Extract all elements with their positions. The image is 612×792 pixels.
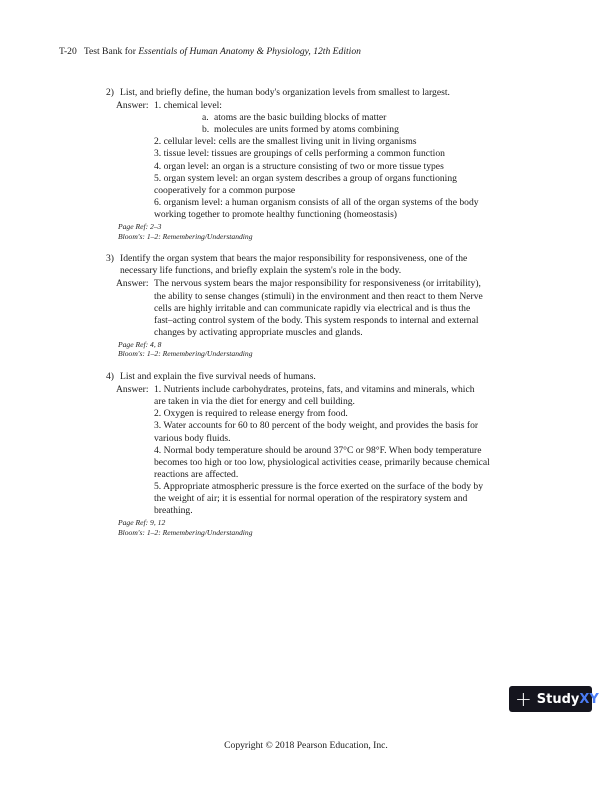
answer-line: changes by activating appropriate muscles and glands. <box>154 326 363 338</box>
answer-label: Answer: <box>116 100 149 112</box>
page-ref: Page Ref: 9, 12 <box>118 518 166 528</box>
answer-line: 5. Appropriate atmospheric pressure is the force exerted on the surface of the body by <box>154 480 484 492</box>
copyright-footer: Copyright © 2018 Pearson Education, Inc. <box>224 740 388 751</box>
answer-line: the weight of air; it is essential for normal operation of the respiratory system and <box>154 493 468 504</box>
answer-line: 1. chemical level: <box>154 100 222 112</box>
page-ref: Page Ref: 4, 8 <box>118 339 162 349</box>
answer-block <box>106 100 546 221</box>
answer-line: becomes too high or too low, physiological activities cease, primarily because chemical <box>154 456 490 468</box>
answer-label: Answer: <box>116 384 149 396</box>
page-ref: Page Ref: 2–3 <box>118 222 162 232</box>
answer-line: 1. Nutrients include carbohydrates, proteins, fats, and vitamins and minerals, which <box>154 384 475 396</box>
question-text: 2) List, and briefly define, the human body's organization levels from smallest to largest. <box>106 87 450 98</box>
blooms-level: Bloom's: 1–2: Remembering/Understanding <box>118 349 253 359</box>
question-2 <box>106 87 546 241</box>
question-number: 2) <box>106 87 114 98</box>
book-title: Essentials of Human Anatomy & Physiology, 12th Edition <box>138 46 361 57</box>
answer-line: 2. cellular level: cells are the smallest living unit in living organisms <box>154 136 417 148</box>
answer-line: various body fluids. <box>154 432 231 444</box>
answer-line: working together to promote healthy functioning (homeostasis) <box>154 208 397 220</box>
header-prefix: Test Bank for <box>83 46 136 57</box>
question-list <box>106 87 546 549</box>
answer-line: 2. Oxygen is required to release energy from food. <box>154 408 348 420</box>
answer-block <box>106 384 546 517</box>
answer-line: are taken in via the diet for energy and cell building. <box>154 396 355 408</box>
answer-line: 4. Normal body temperature should be around 37°C or 98°F. When body temperature <box>154 444 482 456</box>
answer-line: 3. tissue level: tissues are groupings of cells performing a common function <box>154 148 445 160</box>
question-3 <box>106 253 546 359</box>
page-code: T-20 <box>59 46 77 57</box>
answer-line: cooperatively for a common purpose <box>154 184 296 196</box>
answer-subitem: b. molecules are units formed by atoms combining <box>202 124 399 136</box>
plus-icon: + <box>515 687 532 711</box>
page-header <box>59 46 361 58</box>
answer-line: 3. Water accounts for 60 to 80 percent of the body weight, and provides the basis for <box>154 420 479 432</box>
answer-line: 4. organ level: an organ is a structure consisting of two or more tissue types <box>154 160 444 172</box>
answer-line: reactions are affected. <box>154 468 239 480</box>
answer-block <box>106 278 546 338</box>
answer-label: Answer: <box>116 278 149 290</box>
brand-logo: StudyXY <box>536 691 599 707</box>
answer-line: fast–acting control system of the body. This system responds to internal and external <box>154 314 479 326</box>
question-text: 4) List and explain the five survival needs of humans. <box>106 371 316 383</box>
answer-line: cells are highly irritable and can communicate rapidly via electrical and is thus the <box>154 302 471 314</box>
answer-line: The nervous system bears the major responsibility for responsiveness (or irritability), <box>154 278 481 290</box>
question-4 <box>106 371 546 537</box>
answer-line: breathing. <box>154 505 193 517</box>
answer-subitem: a. atoms are the basic building blocks of matter <box>202 112 387 124</box>
studyxy-badge[interactable] <box>509 686 599 712</box>
question-number: 4) <box>106 371 114 383</box>
answer-line: 6. organism level: a human organism consists of all of the organ systems of the body <box>154 196 479 208</box>
blooms-level: Bloom's: 1–2: Remembering/Understanding <box>118 231 253 241</box>
blooms-level: Bloom's: 1–2: Remembering/Understanding <box>118 527 253 537</box>
question-number: 3) <box>106 253 114 265</box>
answer-line: the ability to sense changes (stimuli) in the environment and then react to them Nerve <box>154 290 483 302</box>
answer-line: 5. organ system level: an organ system describes a group of organs functioning <box>154 172 457 184</box>
question-text: 3) Identify the organ system that bears the major responsibility for responsiveness, one of the necessary life functions, and briefly explain the system's role in the body. <box>106 253 468 277</box>
